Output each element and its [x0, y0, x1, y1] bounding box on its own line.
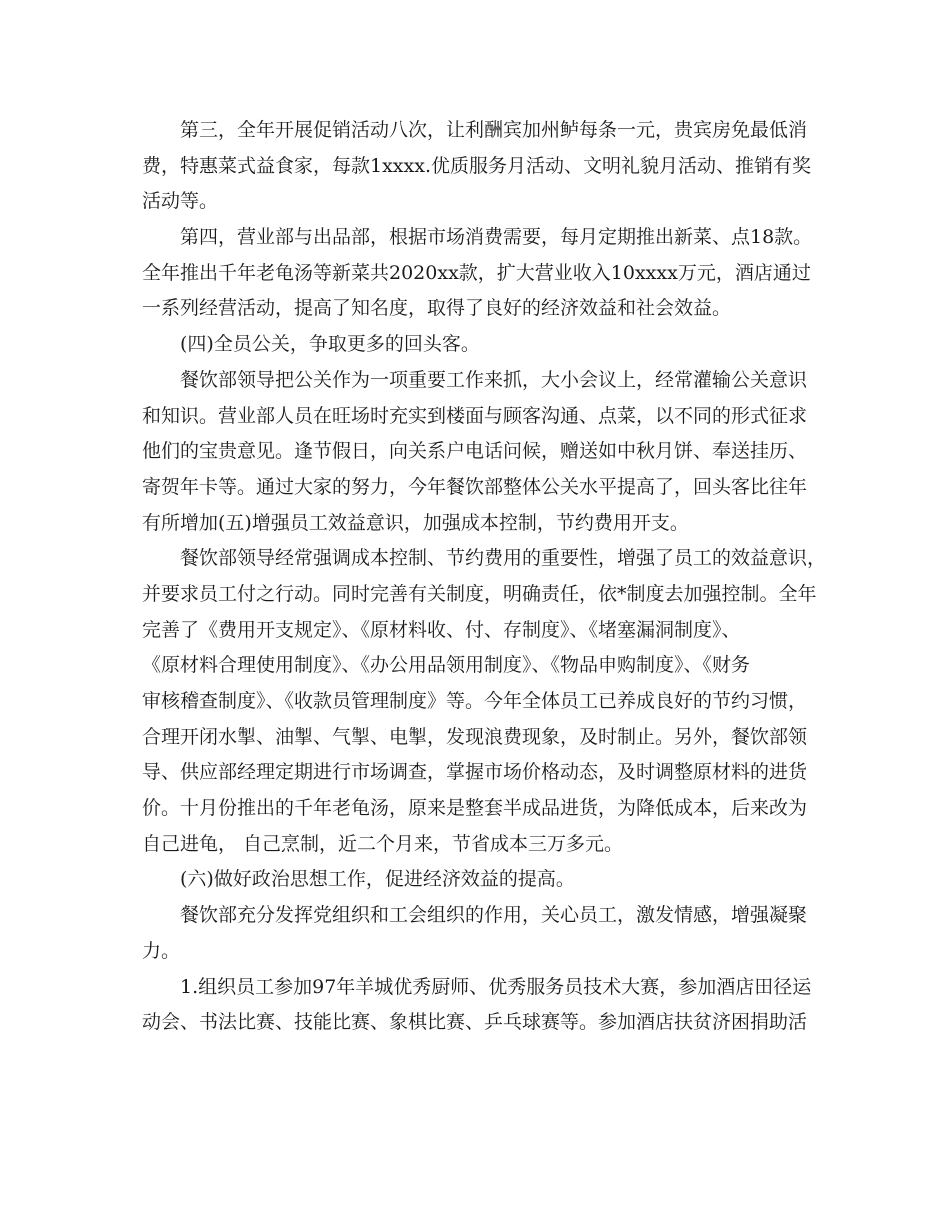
list-item-line: 1.组织员工参加97年羊城优秀厨师、优秀服务员技术大赛，参加酒店田径运 [180, 975, 812, 998]
paragraph-line: 自己进龟， 自己烹制，近二个月来，节省成本三万多元。 [142, 832, 624, 855]
paragraph-line: 和知识。营业部人员在旺场时充实到楼面与顾客沟通、点菜，以不同的形式征求 [142, 404, 808, 427]
paragraph-line: 并要求员工付之行动。同时完善有关制度，明确责任，依*制度去加强控制。全年 [142, 582, 817, 605]
paragraph-line: 价。十月份推出的千年老龟汤，原来是整套半成品进货，为降低成本，后来改为 [142, 797, 808, 820]
paragraph-line: 费，特惠菜式益食家，每款1xxxx.优质服务月活动、文明礼貌月活动、推销有奖 [142, 154, 811, 177]
paragraph-line: 活动等。 [142, 190, 219, 213]
paragraph-line: 《原材料合理使用制度》、《办公用品领用制度》、《物品申购制度》、《财务 [142, 654, 751, 677]
paragraph-line: 全年推出千年老龟汤等新菜共2020xx款，扩大营业收入10xxxx万元，酒店通过 [142, 261, 811, 284]
paragraph-line: 第三，全年开展促销活动八次，让利酬宾加州鲈每条一元，贵宾房免最低消 [180, 119, 808, 141]
paragraph-line: 餐饮部充分发挥党组织和工会组织的作用，关心员工，激发情感，增强凝聚 [180, 904, 808, 927]
paragraph-line: 一系列经营活动，提高了知名度，取得了良好的经济效益和社会效益。 [142, 297, 732, 320]
paragraph-line: 完善了《费用开支规定》、《原材料收、付、存制度》、《堵塞漏洞制度》、 [142, 618, 741, 641]
paragraph-line: 餐饮部领导把公关作为一项重要工作来抓，大小会议上，经常灌输公关意识 [180, 368, 808, 391]
paragraph-line: 寄贺年卡等。通过大家的努力，今年餐饮部整体公关水平提高了，回头客比往年 [142, 475, 808, 498]
paragraph-line: 审核稽查制度》、《收款员管理制度》等。今年全体员工已养成良好的节约习惯， [142, 690, 808, 712]
paragraph-line: 导、供应部经理定期进行市场调查，掌握市场价格动态，及时调整原材料的进货 [142, 761, 808, 784]
paragraph-line: 餐饮部领导经常强调成本控制、节约费用的重要性，增强了员工的效益意识， [180, 547, 827, 570]
paragraph-line: 有所增加(五)增强员工效益意识，加强成本控制，节约费用开支。 [142, 511, 689, 534]
section-heading: (六)做好政治思想工作，促进经济效益的提高。 [180, 868, 575, 891]
paragraph-line: 力。 [142, 939, 181, 962]
paragraph-line: 合理开闭水掣、油掣、气掣、电掣，发现浪费现象，及时制止。另外，餐饮部领 [142, 725, 808, 748]
document-body [142, 113, 827, 1041]
section-heading: (四)全员公关，争取更多的回头客。 [180, 333, 480, 356]
paragraph-line: 第四，营业部与出品部，根据市场消费需要，每月定期推出新菜、点18款。 [180, 226, 813, 249]
list-item-line: 动会、书法比赛、技能比赛、象棋比赛、乒乓球赛等。参加酒店扶贫济困捐助活 [142, 1011, 808, 1034]
paragraph-line: 他们的宝贵意见。逢节假日，向关系户电话问候，赠送如中秋月饼、奉送挂历、 [142, 440, 808, 463]
